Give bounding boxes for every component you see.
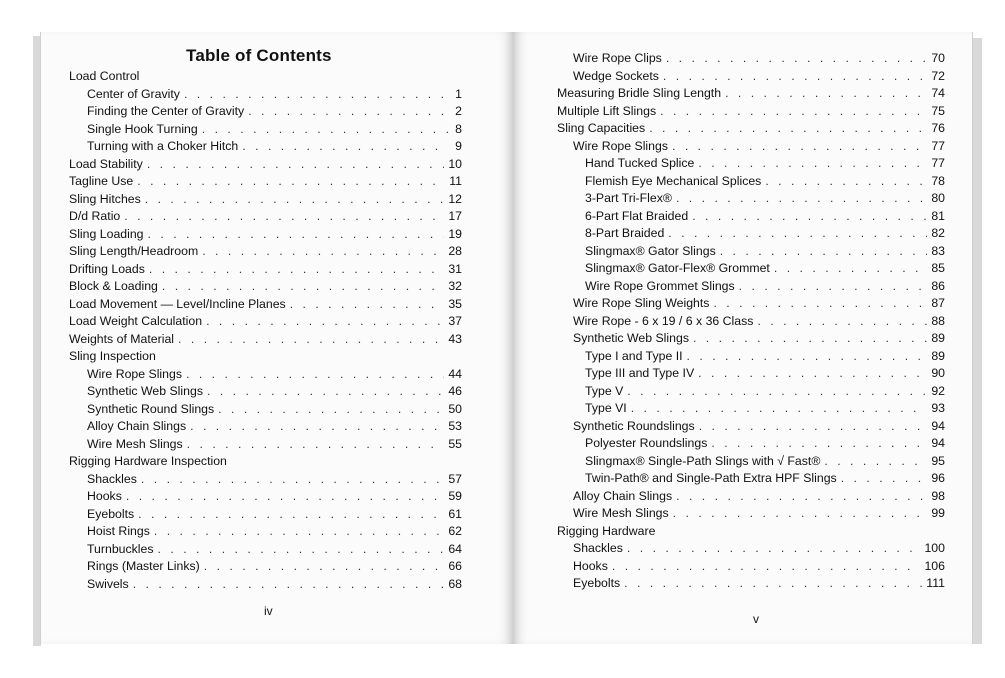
toc-entry <box>69 471 462 489</box>
toc-entry-page: 12 <box>448 191 462 206</box>
toc-entry <box>69 86 462 104</box>
toc-entry-label: Shackles <box>573 541 623 555</box>
toc-entry-label: Alloy Chain Slings <box>573 488 673 503</box>
toc-entry <box>69 366 462 384</box>
toc-entry <box>557 435 945 453</box>
page-number-left: iv <box>264 604 273 618</box>
dot-leader <box>824 453 927 471</box>
toc-entry <box>557 348 945 366</box>
toc-entry-page: 19 <box>448 226 462 241</box>
toc-entry <box>557 365 945 383</box>
toc-entry <box>69 453 462 471</box>
toc-entry <box>69 523 462 541</box>
dot-leader <box>612 558 921 576</box>
toc-entry <box>69 68 462 86</box>
page-title: Table of Contents <box>186 46 332 65</box>
toc-entry <box>557 225 945 243</box>
toc-entry <box>557 85 945 103</box>
dot-leader <box>137 173 445 191</box>
dot-leader <box>692 208 927 226</box>
toc-entry-page: 88 <box>931 313 945 328</box>
toc-entry-label: Sling Inspection <box>69 349 156 363</box>
dot-leader <box>138 506 444 524</box>
toc-entry-page: 37 <box>448 314 462 328</box>
dot-leader <box>242 138 448 156</box>
toc-entry-page: 74 <box>931 86 945 100</box>
dot-leader <box>204 558 445 576</box>
toc-entry-page: 68 <box>448 576 462 591</box>
toc-entry-label: Turnbuckles <box>87 541 154 556</box>
dot-leader <box>145 191 445 209</box>
dot-leader <box>666 50 927 68</box>
toc-entry-label: Hand Tucked Splice <box>585 156 695 170</box>
toc-entry-label: Eyebolts <box>573 576 621 590</box>
dot-leader <box>202 243 444 261</box>
toc-entry-page: 57 <box>448 471 462 486</box>
toc-entry-page: 78 <box>931 173 945 188</box>
toc-entry-label: Slingmax® Single-Path Slings with √ Fast® <box>585 453 821 468</box>
toc-entry <box>557 120 945 138</box>
dot-leader <box>720 243 928 261</box>
toc-entry-page: 94 <box>931 418 945 433</box>
toc-entry <box>557 295 945 313</box>
toc-entry-label: Slingmax® Gator Slings <box>585 243 716 258</box>
dot-leader <box>699 418 928 436</box>
toc-entry-label: Hooks <box>87 489 122 503</box>
dot-leader <box>133 576 445 594</box>
toc-entry-page: 106 <box>924 558 945 573</box>
toc-entry-page: 1 <box>455 86 462 101</box>
toc-entry-label: Wedge Sockets <box>573 68 659 83</box>
toc-entry <box>69 278 462 296</box>
toc-entry <box>557 68 945 86</box>
toc-entry-label: Load Movement — Level/Incline Planes <box>69 296 286 311</box>
toc-entry <box>69 576 462 594</box>
toc-entry <box>557 103 945 121</box>
dot-leader <box>693 330 927 348</box>
toc-entry-label: Synthetic Roundslings <box>573 418 695 433</box>
toc-entry-label: Wire Rope Slings <box>87 366 182 381</box>
toc-entry-label: Center of Gravity <box>87 86 180 101</box>
toc-entry <box>69 541 462 559</box>
toc-entry-page: 9 <box>455 139 462 153</box>
toc-entry-label: Twin-Path® and Single-Path Extra HPF Slings <box>585 471 837 485</box>
dot-leader <box>725 85 927 103</box>
toc-entry-page: 94 <box>931 436 945 450</box>
toc-entry-label: Synthetic Web Slings <box>573 331 689 345</box>
toc-entry-label: Hoist Rings <box>87 524 150 538</box>
dot-leader <box>126 488 444 506</box>
toc-entry <box>557 470 945 488</box>
toc-entry-label: Finding the Center of Gravity <box>87 104 245 118</box>
toc-entry <box>69 103 462 121</box>
toc-entry-label: Tagline Use <box>69 174 134 188</box>
toc-entry-label: Sling Length/Headroom <box>69 244 199 258</box>
dot-leader <box>660 103 927 121</box>
toc-list-right <box>557 50 945 593</box>
toc-entry <box>69 173 462 191</box>
toc-entry-label: Load Stability <box>69 156 143 171</box>
toc-entry-page: 80 <box>931 191 945 205</box>
dot-leader <box>178 331 444 349</box>
toc-entry <box>69 296 462 314</box>
toc-entry-label: Synthetic Round Slings <box>87 401 215 416</box>
toc-entry-page: 86 <box>931 278 945 293</box>
toc-entry-page: 11 <box>449 174 462 188</box>
toc-entry-page: 92 <box>931 383 945 398</box>
toc-entry-label: Swivels <box>87 576 129 591</box>
toc-list-left <box>69 68 462 593</box>
toc-entry <box>557 313 945 331</box>
toc-entry-page: 2 <box>455 104 462 118</box>
toc-entry <box>69 191 462 209</box>
toc-entry-page: 111 <box>926 576 945 590</box>
toc-entry-label: Type I and Type II <box>585 348 683 363</box>
toc-entry-page: 100 <box>924 541 945 555</box>
toc-entry-page: 10 <box>448 156 462 171</box>
dot-leader <box>687 348 928 366</box>
toc-entry-page: 66 <box>448 559 462 573</box>
dot-leader <box>649 120 927 138</box>
toc-entry <box>69 506 462 524</box>
toc-entry-page: 31 <box>448 261 462 276</box>
toc-entry <box>69 313 462 331</box>
toc-entry-label: Load Weight Calculation <box>69 314 203 328</box>
toc-entry-label: Type V <box>585 383 624 398</box>
dot-leader <box>158 541 445 559</box>
toc-entry <box>69 121 462 139</box>
toc-entry <box>557 155 945 173</box>
toc-entry <box>557 138 945 156</box>
toc-entry <box>557 330 945 348</box>
toc-entry <box>69 401 462 419</box>
dot-leader <box>711 435 927 453</box>
toc-entry-page: 82 <box>931 226 945 240</box>
toc-entry <box>69 488 462 506</box>
toc-entry <box>557 190 945 208</box>
toc-entry-page: 53 <box>448 419 462 433</box>
toc-entry-page: 81 <box>931 208 945 223</box>
toc-entry-page: 35 <box>448 296 462 311</box>
toc-entry-label: Sling Hitches <box>69 191 141 206</box>
dot-leader <box>627 540 921 558</box>
dot-leader <box>202 121 448 139</box>
toc-entry-label: Wire Rope Sling Weights <box>573 296 710 310</box>
right-page <box>513 32 973 644</box>
toc-entry <box>557 540 945 558</box>
toc-entry-label: Wire Mesh Slings <box>573 506 669 520</box>
toc-entry-label: Turning with a Choker Hitch <box>87 139 239 153</box>
toc-entry-page: 17 <box>448 209 462 223</box>
toc-entry-label: Wire Rope Slings <box>573 138 668 153</box>
dot-leader <box>676 488 927 506</box>
toc-entry-label: 3-Part Tri-Flex® <box>585 191 672 205</box>
dot-leader <box>668 225 927 243</box>
toc-entry-page: 98 <box>931 488 945 503</box>
toc-entry-page: 46 <box>448 384 462 398</box>
toc-entry-label: Single Hook Turning <box>87 121 198 136</box>
dot-leader <box>248 103 448 121</box>
toc-entry <box>557 50 945 68</box>
toc-entry <box>557 243 945 261</box>
toc-entry-page: 72 <box>931 68 945 83</box>
dot-leader <box>676 190 927 208</box>
toc-entry-page: 28 <box>448 244 462 258</box>
toc-entry <box>557 278 945 296</box>
toc-entry-label: Eyebolts <box>87 506 135 521</box>
dot-leader <box>663 68 927 86</box>
toc-entry <box>557 453 945 471</box>
toc-entry-page: 62 <box>448 524 462 538</box>
dot-leader <box>147 156 444 174</box>
toc-entry-label: Polyester Roundslings <box>585 436 708 450</box>
toc-entry-label: Measuring Bridle Sling Length <box>557 86 722 100</box>
toc-entry-page: 32 <box>448 279 462 293</box>
toc-entry-label: Sling Loading <box>69 226 144 241</box>
toc-entry-label: Slingmax® Gator-Flex® Grommet <box>585 261 770 275</box>
toc-entry <box>69 331 462 349</box>
toc-entry-page: 87 <box>931 296 945 310</box>
toc-entry <box>69 436 462 454</box>
toc-entry-page: 8 <box>455 121 462 136</box>
toc-entry-label: Wire Rope - 6 x 19 / 6 x 36 Class <box>573 313 754 328</box>
toc-entry <box>69 383 462 401</box>
toc-entry-label: Drifting Loads <box>69 261 145 276</box>
toc-entry-label: Hooks <box>573 558 608 573</box>
toc-entry-page: 89 <box>931 331 945 345</box>
toc-entry-label: Synthetic Web Slings <box>87 384 203 398</box>
toc-entry <box>557 575 945 593</box>
toc-entry-label: 6-Part Flat Braided <box>585 208 689 223</box>
dot-leader <box>207 383 444 401</box>
toc-entry-page: 85 <box>931 261 945 275</box>
toc-entry-page: 99 <box>931 506 945 520</box>
dot-leader <box>187 436 445 454</box>
toc-entry-label: Sling Capacities <box>557 121 646 135</box>
dot-leader <box>765 173 927 191</box>
toc-entry-label: Type VI <box>585 401 627 415</box>
toc-entry <box>557 418 945 436</box>
toc-entry-label: Block & Loading <box>69 279 158 293</box>
toc-entry-label: 8-Part Braided <box>585 226 665 240</box>
page-number-right: v <box>753 612 759 626</box>
dot-leader <box>154 523 444 541</box>
toc-entry <box>69 261 462 279</box>
toc-entry-label: Wire Rope Grommet Slings <box>585 278 735 293</box>
dot-leader <box>186 366 444 384</box>
toc-entry-label: Type III and Type IV <box>585 366 695 380</box>
dot-leader <box>184 86 448 104</box>
toc-entry-label: Rigging Hardware <box>557 523 656 538</box>
toc-entry-label: Flemish Eye Mechanical Splices <box>585 173 762 188</box>
left-page <box>40 32 513 644</box>
dot-leader <box>841 470 928 488</box>
dot-leader <box>206 313 444 331</box>
toc-entry-page: 61 <box>448 506 462 521</box>
toc-entry-label: Alloy Chain Slings <box>87 419 187 433</box>
dot-leader <box>698 155 927 173</box>
toc-entry-page: 90 <box>931 366 945 380</box>
toc-entry-page: 89 <box>931 348 945 363</box>
toc-entry-page: 59 <box>448 489 462 503</box>
toc-entry-page: 96 <box>931 471 945 485</box>
toc-entry-page: 76 <box>931 121 945 135</box>
toc-entry-label: Rings (Master Links) <box>87 559 200 573</box>
dot-leader <box>757 313 927 331</box>
dot-leader <box>149 261 444 279</box>
toc-entry <box>557 260 945 278</box>
dot-leader <box>162 278 444 296</box>
toc-entry-label: Wire Rope Clips <box>573 51 662 65</box>
toc-entry <box>69 156 462 174</box>
toc-entry-page: 44 <box>448 366 462 381</box>
dot-leader <box>624 575 922 593</box>
dot-leader <box>774 260 927 278</box>
toc-entry-page: 70 <box>931 51 945 65</box>
toc-entry-label: Rigging Hardware Inspection <box>69 454 227 468</box>
toc-entry-page: 93 <box>931 401 945 415</box>
toc-entry-label: Weights of Material <box>69 331 175 346</box>
dot-leader <box>631 400 928 418</box>
toc-entry-label: Load Control <box>69 69 140 83</box>
toc-entry <box>69 348 462 366</box>
toc-entry <box>557 383 945 401</box>
toc-entry-page: 75 <box>931 103 945 118</box>
toc-entry-page: 83 <box>931 243 945 258</box>
toc-entry <box>557 208 945 226</box>
dot-leader <box>627 383 927 401</box>
dot-leader <box>739 278 928 296</box>
toc-entry-page: 55 <box>448 436 462 451</box>
dot-leader <box>124 208 444 226</box>
toc-entry <box>557 523 945 541</box>
toc-entry <box>69 558 462 576</box>
toc-entry-label: Multiple Lift Slings <box>557 103 657 118</box>
toc-entry <box>557 400 945 418</box>
toc-entry <box>557 488 945 506</box>
toc-entry <box>69 418 462 436</box>
dot-leader <box>290 296 445 314</box>
dot-leader <box>698 365 927 383</box>
dot-leader <box>713 295 927 313</box>
toc-entry-page: 95 <box>931 453 945 468</box>
toc-entry-label: D/d Ratio <box>69 209 121 223</box>
dot-leader <box>673 505 928 523</box>
dot-leader <box>218 401 444 419</box>
toc-entry <box>557 173 945 191</box>
toc-entry <box>69 226 462 244</box>
toc-entry <box>557 505 945 523</box>
toc-entry-label: Wire Mesh Slings <box>87 436 183 451</box>
toc-entry-page: 77 <box>931 156 945 170</box>
toc-entry-page: 50 <box>448 401 462 416</box>
toc-entry <box>69 243 462 261</box>
toc-entry <box>557 558 945 576</box>
toc-entry-page: 77 <box>931 138 945 153</box>
toc-entry <box>69 208 462 226</box>
dot-leader <box>190 418 444 436</box>
dot-leader <box>141 471 444 489</box>
toc-entry-label: Shackles <box>87 471 137 486</box>
right-page-stack-edge <box>972 38 982 644</box>
toc-entry-page: 64 <box>448 541 462 556</box>
dot-leader <box>148 226 445 244</box>
toc-entry-page: 43 <box>448 331 462 346</box>
toc-entry <box>69 138 462 156</box>
dot-leader <box>672 138 927 156</box>
